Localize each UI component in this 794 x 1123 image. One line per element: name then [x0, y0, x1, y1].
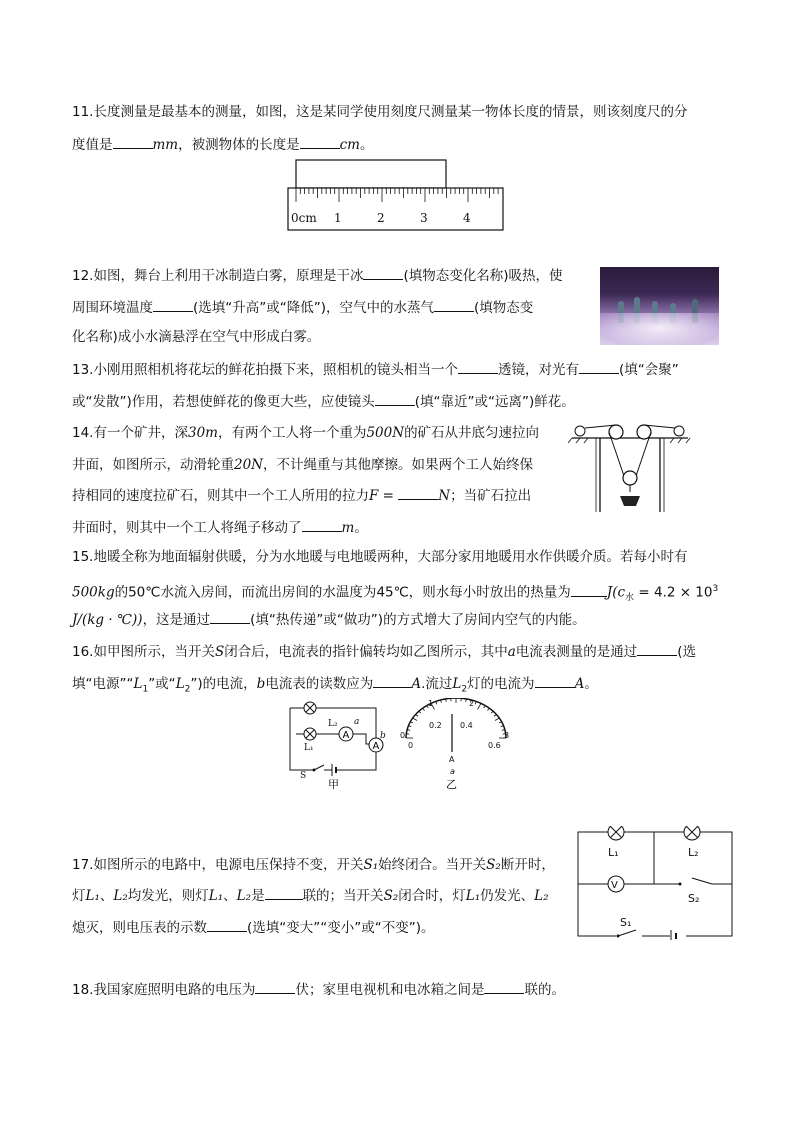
q17-text-2e: 是 [251, 888, 265, 904]
dial-end-0a: 0 [400, 731, 406, 740]
q16-line1 [72, 641, 696, 662]
ammeter-b-label: A [372, 741, 380, 752]
label-b: b [380, 731, 386, 741]
q14-unit-m: m [341, 520, 355, 536]
q14-line3 [72, 485, 531, 506]
q17-blank-2 [207, 917, 247, 932]
q17-s2: S₂ [486, 857, 501, 873]
q14-depth: 30m [187, 425, 218, 441]
q17-text-1a: 17.如图所示的电路中，电源电压保持不变，开关 [72, 857, 364, 873]
q13-blank-1 [458, 359, 498, 374]
dial-tick [436, 701, 437, 704]
q17-text-3a: 熄灭，则电压表的示数 [72, 920, 207, 936]
label-l1: L₁ [304, 743, 314, 753]
q12-text-2c: (填物态变 [474, 300, 534, 316]
circuit-jia-figure [284, 698, 389, 790]
dial-ticks [406, 698, 506, 738]
ruler-label-1: 1 [334, 211, 342, 225]
label-l2: L₂ [328, 719, 338, 729]
q17-l2: L₂ [113, 888, 128, 904]
q17-l2b: L₂ [236, 888, 252, 904]
q16-text-2d: 电流表的读数应为 [265, 676, 374, 692]
q16-text-2e: .流过 [421, 676, 453, 692]
caption-yi: 乙 [446, 778, 457, 790]
q17-text-2b: 、 [99, 888, 114, 904]
dial-top-1: 1 [428, 699, 434, 708]
q18-text-1a: 18.我国家庭照明电路的电压为 [72, 982, 256, 998]
q16-text-1d: (选 [677, 644, 697, 660]
q16-unit-a1: A [411, 676, 422, 692]
voltmeter-label: V [611, 880, 618, 891]
dial-tick [484, 706, 486, 708]
q16-text-2f: 灯的电流为 [467, 676, 535, 692]
q17-text-2c: 均发光，则灯 [127, 888, 209, 904]
q16-text-2b: ”或“ [148, 676, 176, 692]
dial-tick [408, 726, 411, 727]
q15-c-value: = 4.2 × 10 [634, 584, 713, 601]
q11-text-2c: 。 [359, 137, 374, 153]
q16-blank-2 [373, 673, 411, 688]
q11-line1 [72, 102, 687, 122]
switch-s-icon [314, 765, 324, 770]
q13-text-1b: 透镜，对光有 [497, 362, 579, 378]
q15-temp-out: 45℃ [376, 584, 409, 601]
q16-line2 [72, 673, 598, 700]
q13-line1 [72, 359, 679, 380]
q14-text-4a: 井面时，则其中一个工人将绳子移动了 [72, 520, 302, 536]
q15-unit-j: J(c [606, 584, 626, 601]
q15-sub-water: 水 [625, 593, 635, 604]
q14-text-1c: 的矿石从井底匀速拉向 [404, 425, 540, 441]
dial-end-0b: 0 [408, 741, 414, 750]
q17-text-2g: 闭合时，灯 [398, 888, 466, 904]
q12-text-1a: 12.如图，舞台上利用干冰制造白雾，原理是干冰 [72, 268, 364, 284]
ammeter-a-label: A [342, 730, 350, 741]
q16-a: a [507, 644, 516, 660]
q17-text-2f: 联的；当开关 [302, 888, 384, 904]
q13-blank-3 [375, 391, 415, 406]
q11-text-2a: 度值是 [72, 137, 113, 153]
q11-blank-1 [113, 134, 153, 149]
ruler-body [288, 188, 503, 230]
q18-text-1b: 伏；家里电视机和电冰箱之间是 [295, 982, 485, 998]
circuit-q17-figure [574, 826, 736, 940]
dial-tick [478, 703, 482, 709]
q17-l1b: L₁ [208, 888, 224, 904]
q15-text-3b: ，这是通过 [142, 612, 211, 628]
q16-text-1a: 16.如甲图所示，当开关 [72, 644, 215, 660]
q13-text-1c: (填“会聚” [618, 362, 679, 378]
measured-object [296, 160, 446, 188]
lamp-l2-icon [684, 826, 700, 840]
movable-pulley-icon [623, 471, 637, 485]
ruler-label-4: 4 [463, 211, 471, 225]
q11-unit-mm: mm [152, 137, 179, 153]
q16-l1-sub: 1 [142, 684, 149, 695]
q14-line2 [72, 455, 533, 475]
q16-text-1c: 电流表测量的是通过 [515, 644, 638, 660]
dial-tick [475, 701, 476, 704]
q15-text-1: 15.地暖全称为地面辐射供暖，分为水地暖与电地暖两种，大部分家用地暖用水作供暖介质。若每小时有 [72, 549, 688, 565]
q15-line3 [72, 609, 586, 630]
dial-tick [491, 711, 493, 713]
q17-text-1c: 断开时， [500, 857, 555, 873]
q11-text-2b: ，被测物体的长度是 [178, 137, 300, 153]
label-s2: S₂ [688, 892, 700, 905]
q15-line2 [72, 579, 718, 608]
q14-text-1b: ，有两个工人将一个重为 [217, 425, 367, 441]
q13-text-2b: (填“靠近”或“远离”)鲜花。 [414, 394, 575, 410]
q14-text-2b: ，不计绳重与其他摩擦。如果两个工人始终保 [263, 457, 533, 473]
q14-line1 [72, 423, 539, 443]
dial-inner-04: 0.4 [460, 721, 473, 730]
q11-line2 [72, 134, 373, 155]
dial-tick [495, 718, 499, 721]
q13-text-2a: 或“发散”)作用，若想使鲜花的像更大些，应使镜头 [72, 394, 375, 410]
q16-l2-sub: 2 [184, 684, 191, 695]
q16-switch: S [214, 644, 225, 660]
dial-tick [413, 718, 417, 721]
q17-text-3b: (选填“变大”“变小”或“不变”)。 [247, 920, 435, 936]
q12-blank-2 [153, 297, 193, 312]
label-s: S [300, 771, 307, 781]
q13-line2 [72, 391, 575, 412]
label-l1: L₁ [608, 846, 619, 859]
q18-blank-2 [484, 979, 524, 994]
q15-unit-c: J/(kg · ℃)) [72, 612, 143, 628]
q14-force-var: F = [369, 488, 394, 504]
ruler-figure [286, 158, 506, 234]
label-s1: S₁ [620, 916, 632, 929]
q17-line3 [72, 917, 435, 938]
q15-text-2c: ，则水每小时放出的热量为 [408, 584, 571, 601]
ruler-label-0: 0cm [291, 211, 317, 225]
dial-tick [419, 711, 421, 713]
ore-icon [620, 496, 640, 506]
q17-s2b: S₂ [383, 888, 399, 904]
q16-b: b [256, 676, 266, 692]
q15-temp-in: 50℃ [128, 584, 161, 601]
label-l2: L₂ [688, 846, 699, 859]
q12-text-1b: (填物态变化名称)吸热，使 [403, 268, 563, 284]
worker-left-icon [575, 426, 585, 436]
q16-text-2g: 。 [584, 676, 598, 692]
q17-text-1b: 始终闭合。当开关 [378, 857, 487, 873]
q17-text-2h: 仍发光、 [480, 888, 535, 904]
q15-text-2a: 的 [114, 584, 129, 601]
q14-unit-n: N [438, 488, 451, 504]
dial-needle-sub: a [450, 767, 455, 776]
q17-l2c: L₂ [534, 888, 549, 904]
q18-blank-1 [255, 979, 295, 994]
q14-text-2a: 井面，如图所示，动滑轮重 [72, 457, 234, 473]
q14-blank-2 [302, 517, 342, 532]
q18-text-1c: 联的。 [524, 982, 565, 998]
q17-blank-1 [265, 885, 303, 900]
q18-line1 [72, 979, 565, 1000]
ruler-label-3: 3 [420, 211, 428, 225]
fog-layer [600, 313, 719, 345]
q11-blank-2 [300, 134, 340, 149]
dial-tick [487, 708, 489, 710]
q15-line1 [72, 547, 687, 567]
q16-l1: L [133, 676, 143, 692]
q16-text-2c: ”)的电流， [190, 676, 257, 692]
q12-blank-1 [363, 265, 403, 280]
q17-text-2d: 、 [223, 888, 237, 904]
ruler-label-2: 2 [377, 211, 385, 225]
ammeter-dial-figure [396, 698, 516, 790]
q15-text-3c: (填“热传递”或“做功”)的方式增大了房间内空气的内能。 [250, 612, 586, 628]
dial-tick [501, 726, 504, 727]
q17-line2 [72, 885, 549, 906]
q17-s1: S₁ [363, 857, 379, 873]
q11-unit-cm: cm [339, 137, 360, 153]
dial-needle-label: A [449, 755, 455, 764]
q15-exp: 3 [712, 584, 719, 594]
q13-blank-2 [579, 359, 619, 374]
dial-tick [416, 714, 418, 716]
q17-l1: L₁ [85, 888, 100, 904]
dial-tick [499, 722, 502, 723]
q15-mass: 500kg [72, 584, 115, 601]
q15-text-2b: 水流入房间，而流出房间的水温度为 [160, 584, 377, 601]
worker-right-icon [674, 426, 684, 436]
q16-blank-1 [637, 641, 677, 656]
q16-text-1b: 闭合后，电流表的指针偏转均如乙图所示，其中 [224, 644, 508, 660]
q12-blank-3 [434, 297, 474, 312]
q15-blank-1 [571, 582, 607, 597]
q14-pulley-weight: 20N [234, 457, 263, 473]
q16-unit-a2: A [574, 676, 585, 692]
q14-text-4b: 。 [354, 520, 368, 536]
q12-text-2a: 周围环境温度 [72, 300, 153, 316]
q16-blank-3 [535, 673, 575, 688]
stage-dry-ice-photo [600, 267, 719, 345]
q16-l2: L [175, 676, 185, 692]
dial-end-3: 3 [504, 731, 510, 740]
q17-l1c: L₁ [465, 888, 481, 904]
q14-text-3a: 持相同的速度拉矿石，则其中一个工人所用的拉力 [72, 488, 369, 504]
q14-line4 [72, 517, 368, 538]
dial-inner-02: 0.2 [429, 721, 442, 730]
dial-tick [410, 722, 413, 723]
q14-text-3b: ；当矿石拉出 [450, 488, 532, 504]
dial-top-2: 2 [469, 699, 475, 708]
q14-blank-1 [398, 485, 438, 500]
q12-text-2b: (选填“升高”或“降低”)，空气中的水蒸气 [193, 300, 435, 316]
dial-tick [423, 708, 425, 710]
q16-l2b-sub: 2 [461, 684, 468, 695]
q12-line2 [72, 297, 533, 318]
q13-text-1a: 13.小刚用照相机将花坛的鲜花拍摄下来，照相机的镜头相当一个 [72, 362, 458, 378]
q12-text-3: 化名称)成小水滴悬浮在空气中形成白雾。 [72, 329, 321, 345]
q11-text-1: 11.长度测量是最基本的测量，如图，这是某同学使用刻度尺测量某一物体长度的情景，则该刻度尺的分 [72, 104, 688, 120]
dial-end-06: 0.6 [488, 741, 501, 750]
q16-text-2a: 填“电源”“ [72, 676, 134, 692]
q17-text-2a: 灯 [72, 888, 86, 904]
q14-weight: 500N [366, 425, 405, 441]
mine-pulley-figure [566, 416, 696, 514]
label-a: a [354, 717, 360, 727]
q14-text-1a: 14.有一个矿井，深 [72, 425, 188, 441]
lamp-l1-icon [608, 826, 624, 840]
q16-l2-b: L [452, 676, 462, 692]
caption-jia: 甲 [328, 778, 339, 790]
dial-tick [494, 714, 496, 716]
q12-line1 [72, 265, 563, 286]
q15-blank-2 [210, 609, 250, 624]
q17-line1 [72, 855, 555, 875]
q12-line3 [72, 327, 320, 347]
